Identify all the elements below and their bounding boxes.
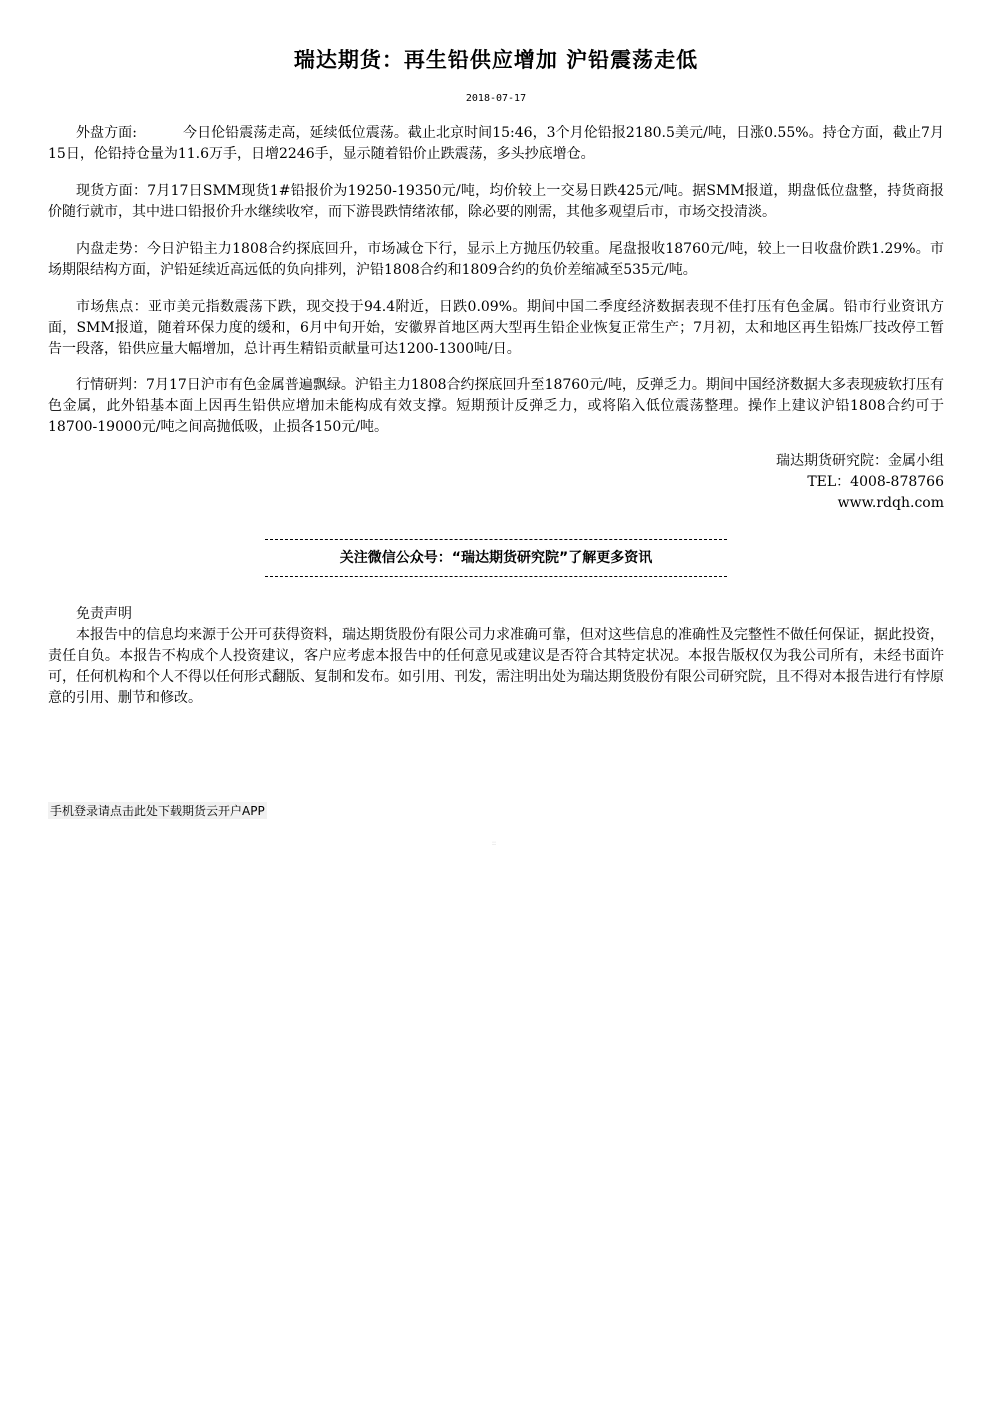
disclaimer-title: 免责声明 (76, 606, 132, 622)
disclaimer-text: 本报告中的信息均来源于公开可获得资料，瑞达期货股份有限公司力求准确可靠，但对这些信息的准确性及完整性不做任何保证，据此投资，责任自负。本报告不构成个人投资建议，客户应考虑本报告中的任何意见或建议是否符合其特定状况。本报告版权仅为我公司所有，未经书面许可，任何机构和个人不得以任何形式翻版、复制和发布。如引用、刊发，需注明出处为瑞达期货股份有限公司研究院，且不得对本报告进行有悖原意的引用、删节和修改。 (48, 627, 944, 706)
divider-bottom (265, 576, 727, 577)
app-download-link[interactable]: 手机登录请点击此处下载期货云开户APP (50, 804, 265, 818)
signature-tel: TEL：4008-878766 (807, 474, 944, 490)
report-date: 2018-07-17 (465, 93, 527, 104)
overseas-text: 今日伦铅震荡走高，延续低位震荡。截止北京时间15:46，3个月伦铅报2180.5美元/吨，日涨0.55%。持仓方面，截止7月15日，伦铅持仓量为11.6万手，日增2246手，显示随着铅价止跌震荡，多头抄底增仓。 (48, 125, 945, 162)
overseas-paragraph (48, 123, 944, 165)
signature-org: 瑞达期货研究院：金属小组 (776, 453, 944, 469)
wechat-notice: 关注微信公众号：“瑞达期货研究院”了解更多资讯 (339, 550, 653, 566)
footer-mark: :: (492, 840, 497, 847)
divider-top (265, 539, 727, 540)
overseas-label: 外盘方面: (76, 125, 137, 141)
signature-web: www.rdqh.com (837, 495, 944, 511)
spot-paragraph: 现货方面：7月17日SMM现货1#铅报价为19250-19350元/吨，均价较上一交易日跌425元/吨。据SMM报道，期盘低位盘整，持货商报价随行就市，其中进口铅报价升水继续收窄，而下游畏跌情绪浓郁，除必要的刚需，其他多观望后市，市场交投清淡。 (48, 183, 944, 220)
domestic-paragraph: 内盘走势：今日沪铅主力1808合约探底回升，市场减仓下行，显示上方抛压仍较重。尾盘报收18760元/吨，较上一日收盘价跌1.29%。市场期限结构方面，沪铅延续近高远低的负向排列，沪铅1808合约和1809合约的负价差缩减至535元/吨。 (48, 241, 944, 278)
outlook-paragraph: 行情研判：7月17日沪市有色金属普遍飘绿。沪铅主力1808合约探底回升至18760元/吨，反弹乏力。期间中国经济数据大多表现疲软打压有色金属，此外铅基本面上因再生铅供应增加未能构成有效支撑。短期预计反弹乏力，或将陷入低位震荡整理。操作上建议沪铅1808合约可于18700-19000元/吨之间高抛低吸，止损各150元/吨。 (48, 377, 944, 435)
focus-paragraph: 市场焦点：亚市美元指数震荡下跌，现交投于94.4附近，日跌0.09%。期间中国二季度经济数据表现不佳打压有色金属。铅市行业资讯方面，SMM报道，随着环保力度的缓和，6月中旬开始，安徽界首地区两大型再生铅企业恢复正常生产；7月初，太和地区再生铅炼厂技改停工暂告一段落，铅供应量大幅增加，总计再生精铅贡献量可达1200-1300吨/日。 (48, 299, 944, 357)
report-title: 瑞达期货：再生铅供应增加 沪铅震荡走低 (293, 48, 699, 72)
signature-block (776, 451, 944, 514)
